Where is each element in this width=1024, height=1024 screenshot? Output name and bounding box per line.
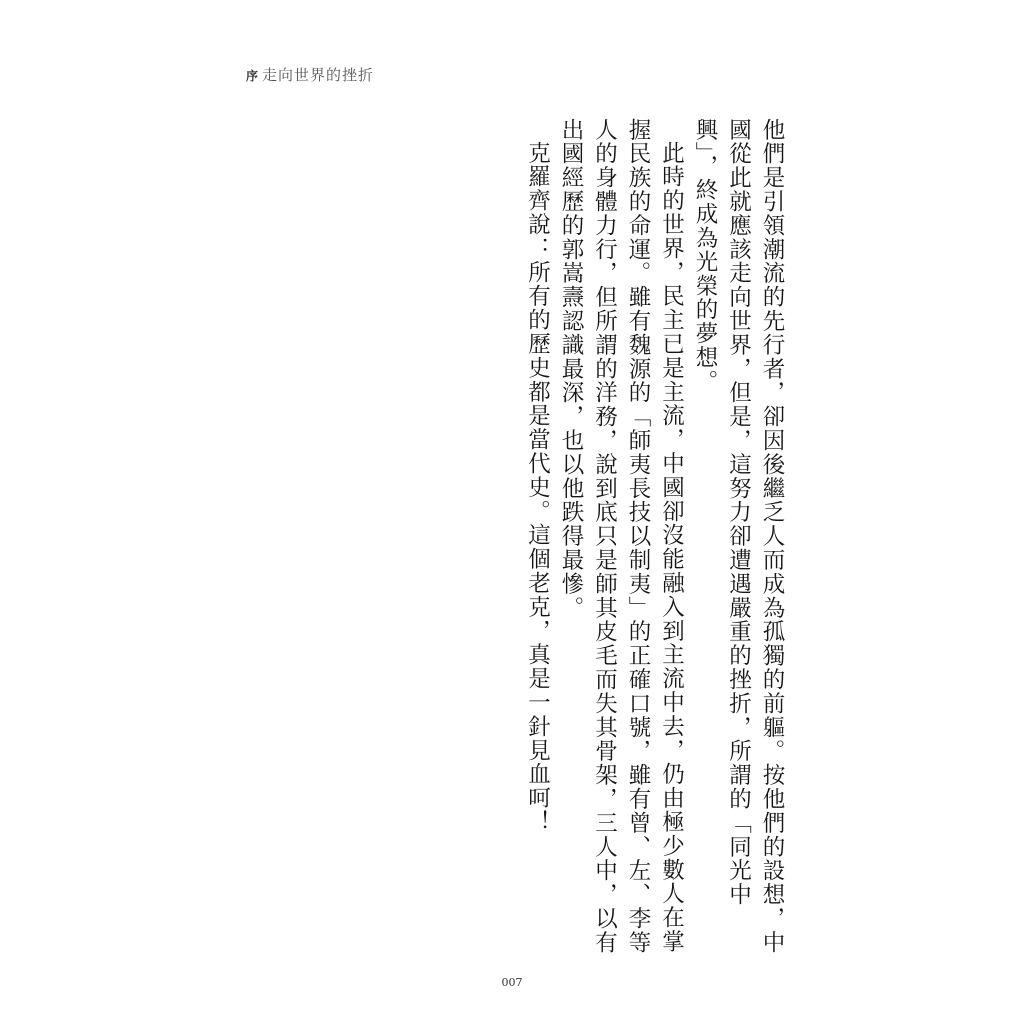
paragraph-3: 克羅齊說：所有的歷史都是當代史。這個老克，真是一針見血呵！ xyxy=(524,140,551,834)
chapter-title: 走向世界的挫折 xyxy=(262,66,375,84)
page-number: 007 xyxy=(501,976,523,989)
section-marker: 序 xyxy=(246,69,259,83)
body-text xyxy=(520,118,788,958)
paragraph-1: 他們是引領潮流的先行者，卻因後繼乏人而成為孤獨的前軀。按他們的設想，中國從此就應該走向世界，但是，這努力卻遭遇嚴重的挫折，所謂的「同光中興」，終成為光榮的夢想。 xyxy=(692,118,785,955)
paragraph-2: 此時的世界，民主已是主流，中國卻沒能融入到主流中去，仍由極少數人在掌握民族的命運。雖有魏源的「師夷長技以制夷」的正確口號，雖有曾、左、李等人的身體力行，但所謂的洋務，說到底只是師其皮毛而失其骨架，三人中，以有出國經歷的郭嵩燾認識最深，也以他跌得最慘。 xyxy=(558,118,685,955)
running-header xyxy=(246,64,374,85)
